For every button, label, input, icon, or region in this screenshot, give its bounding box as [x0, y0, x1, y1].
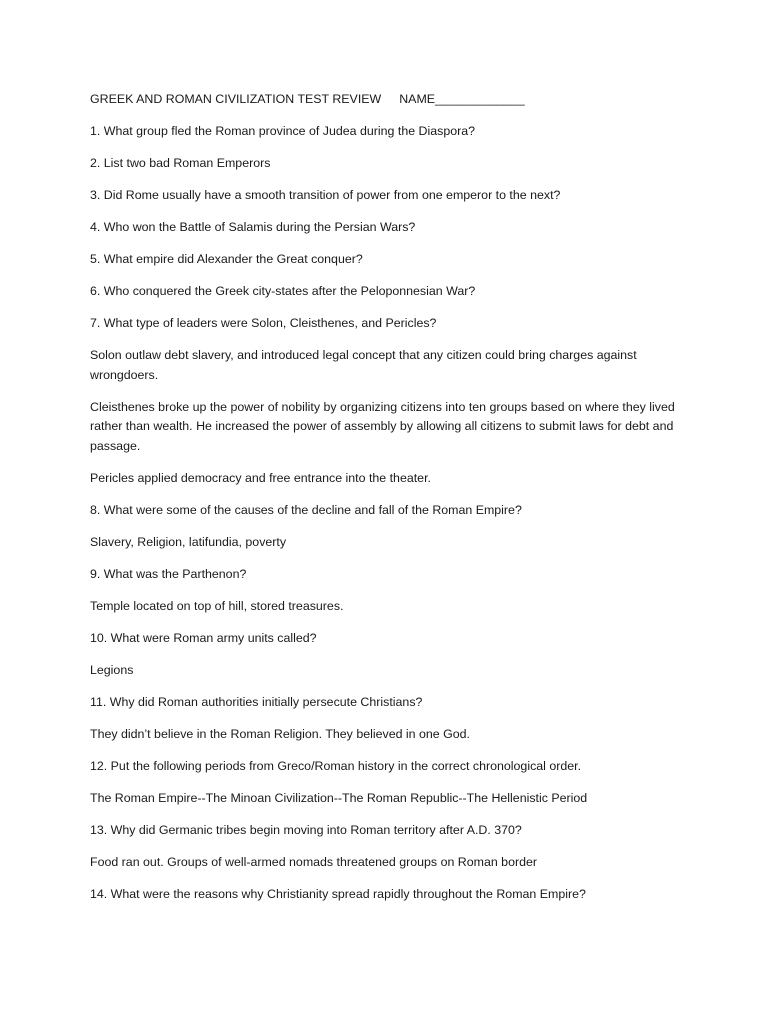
- worksheet-header: [90, 90, 690, 110]
- question-8: 8. What were some of the causes of the decline and fall of the Roman Empire?: [90, 502, 522, 517]
- worksheet-title: GREEK AND ROMAN CIVILIZATION TEST REVIEW: [90, 92, 382, 106]
- question-10: 10. What were Roman army units called?: [90, 630, 317, 645]
- question-4: 4. Who won the Battle of Salamis during the Persian Wars?: [90, 220, 416, 234]
- question-5: 5. What empire did Alexander the Great conquer?: [90, 252, 363, 266]
- answer-10: Legions: [90, 662, 134, 677]
- worksheet-page: [90, 90, 690, 917]
- question-9: 9. What was the Parthenon?: [90, 566, 247, 581]
- answer-9: Temple located on top of hill, stored treasures.: [90, 598, 344, 613]
- answer-8: Slavery, Religion, latifundia, poverty: [90, 534, 287, 549]
- answer-7-cleisthenes: Cleisthenes broke up the power of nobility by organizing citizens into ten groups based on where they lived rather than wealth. He increased the power of assembly by allowing all citizens to submit laws for debt and passage.: [90, 399, 675, 453]
- answer-11: They didn’t believe in the Roman Religion. They believed in one God.: [90, 726, 470, 741]
- question-14: 14. What were the reasons why Christianity spread rapidly throughout the Roman Empire?: [90, 886, 586, 901]
- question-3: 3. Did Rome usually have a smooth transition of power from one emperor to the next?: [90, 188, 561, 202]
- name-field-label: NAME_____________: [399, 92, 525, 106]
- question-13: 13. Why did Germanic tribes begin moving into Roman territory after A.D. 370?: [90, 822, 522, 837]
- answer-13: Food ran out. Groups of well-armed nomads threatened groups on Roman border: [90, 854, 538, 869]
- answer-7-pericles: Pericles applied democracy and free entrance into the theater.: [90, 470, 431, 485]
- question-12: 12. Put the following periods from Greco/Roman history in the correct chronological order.: [90, 758, 582, 773]
- question-1: 1. What group fled the Roman province of Judea during the Diaspora?: [90, 124, 476, 138]
- question-2: 2. List two bad Roman Emperors: [90, 156, 271, 170]
- answer-7-solon: Solon outlaw debt slavery, and introduced legal concept that any citizen could bring charges against wrongdoers.: [90, 348, 637, 382]
- question-6: 6. Who conquered the Greek city-states after the Peloponnesian War?: [90, 284, 476, 298]
- question-7: 7. What type of leaders were Solon, Cleisthenes, and Pericles?: [90, 316, 437, 330]
- question-11: 11. Why did Roman authorities initially persecute Christians?: [90, 694, 423, 709]
- answer-12: The Roman Empire--The Minoan Civilization--The Roman Republic--The Hellenistic Period: [90, 790, 588, 805]
